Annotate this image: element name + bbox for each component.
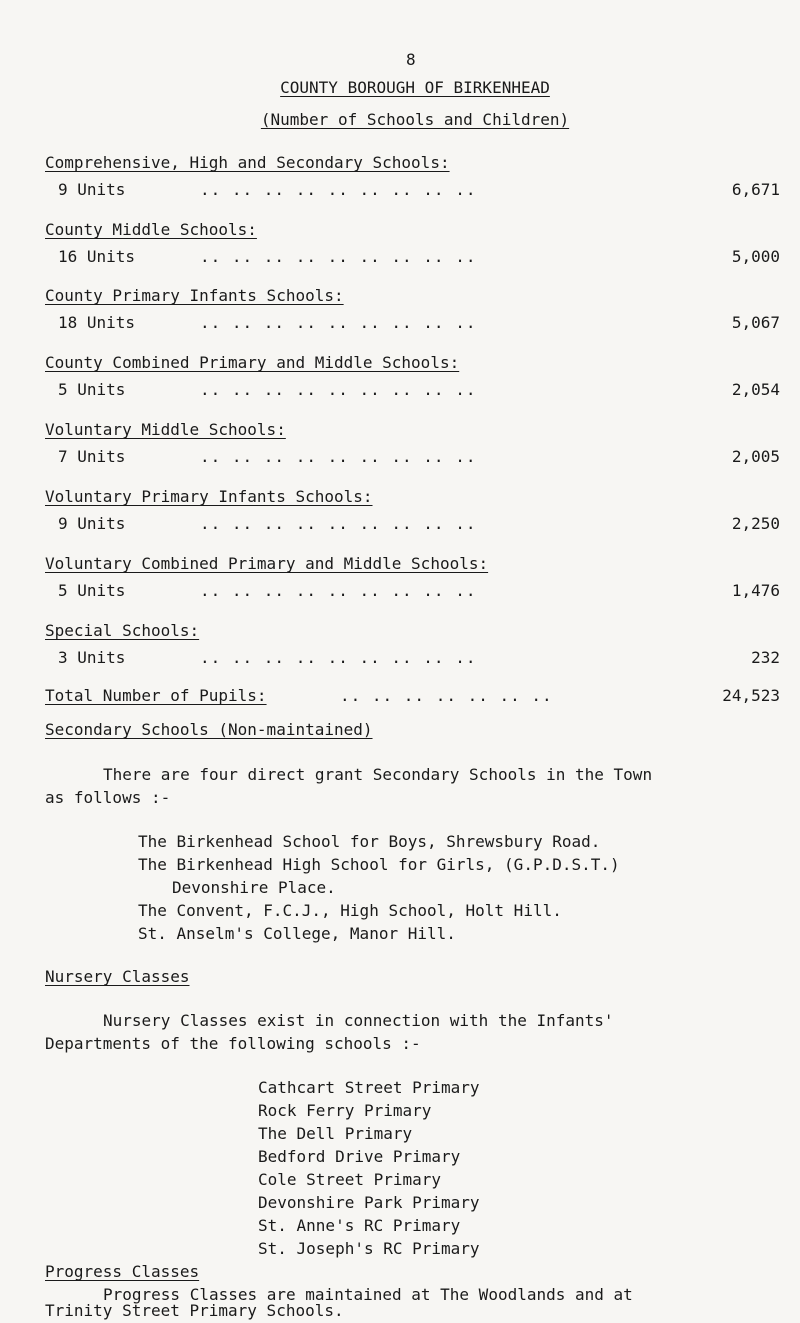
page-number: 8 <box>406 50 416 69</box>
units-count: 16 Units <box>58 247 136 266</box>
category-row <box>58 247 780 269</box>
category-heading: County Combined Primary and Middle Schools: <box>45 353 460 372</box>
pupil-count: 6,671 <box>731 180 780 199</box>
leader-dots: .. .. .. .. .. .. .. <box>340 686 553 705</box>
document-title: COUNTY BOROUGH OF BIRKENHEAD <box>280 78 550 97</box>
progress-text-line: Progress Classes are maintained at The Woodlands and at <box>103 1285 633 1304</box>
section-heading-progress: Progress Classes <box>45 1262 200 1281</box>
secondary-intro-line: There are four direct grant Secondary Schools in the Town <box>103 765 653 784</box>
leader-dots: .. .. .. .. .. .. .. .. .. <box>200 247 477 266</box>
school-item: The Birkenhead High School for Girls, (G.P.D.S.T.) <box>138 855 620 874</box>
category-row <box>58 313 780 335</box>
nursery-school-item: Cole Street Primary <box>258 1170 442 1189</box>
pupil-count: 5,067 <box>731 313 780 332</box>
nursery-intro-line: Departments of the following schools :- <box>45 1034 421 1053</box>
leader-dots: .. .. .. .. .. .. .. .. .. <box>200 581 477 600</box>
units-count: 5 Units <box>58 380 126 399</box>
leader-dots: .. .. .. .. .. .. .. .. .. <box>200 447 477 466</box>
pupil-count: 2,005 <box>731 447 780 466</box>
category-heading: Comprehensive, High and Secondary Schools: <box>45 153 450 172</box>
category-row <box>58 581 780 603</box>
category-heading: County Primary Infants Schools: <box>45 286 344 305</box>
nursery-school-item: St. Anne's RC Primary <box>258 1216 461 1235</box>
leader-dots: .. .. .. .. .. .. .. .. .. <box>200 313 477 332</box>
category-heading: Voluntary Middle Schools: <box>45 420 286 439</box>
units-count: 9 Units <box>58 514 126 533</box>
nursery-school-item: Bedford Drive Primary <box>258 1147 461 1166</box>
progress-text-line: Trinity Street Primary Schools. <box>45 1301 344 1320</box>
school-item: The Convent, F.C.J., High School, Holt Hill. <box>138 901 562 920</box>
leader-dots: .. .. .. .. .. .. .. .. .. <box>200 380 477 399</box>
units-count: 9 Units <box>58 180 126 199</box>
total-label: Total Number of Pupils: <box>45 686 267 705</box>
pupil-count: 2,054 <box>731 380 780 399</box>
section-heading-secondary: Secondary Schools (Non-maintained) <box>45 720 373 739</box>
category-row <box>58 648 780 670</box>
category-row <box>58 180 780 202</box>
section-heading-nursery: Nursery Classes <box>45 967 190 986</box>
secondary-intro-line: as follows :- <box>45 788 171 807</box>
category-heading: Voluntary Primary Infants Schools: <box>45 487 373 506</box>
school-item: St. Anselm's College, Manor Hill. <box>138 924 456 943</box>
pupil-count: 1,476 <box>731 581 780 600</box>
category-heading: County Middle Schools: <box>45 220 257 239</box>
category-row <box>58 514 780 536</box>
units-count: 5 Units <box>58 581 126 600</box>
leader-dots: .. .. .. .. .. .. .. .. .. <box>200 648 477 667</box>
nursery-school-item: Devonshire Park Primary <box>258 1193 480 1212</box>
units-count: 3 Units <box>58 648 126 667</box>
leader-dots: .. .. .. .. .. .. .. .. .. <box>200 514 477 533</box>
units-count: 7 Units <box>58 447 126 466</box>
category-heading: Special Schools: <box>45 621 200 640</box>
units-count: 18 Units <box>58 313 136 332</box>
category-row <box>58 447 780 469</box>
category-row <box>58 380 780 402</box>
nursery-school-item: Cathcart Street Primary <box>258 1078 480 1097</box>
pupil-count: 2,250 <box>731 514 780 533</box>
category-heading: Voluntary Combined Primary and Middle Schools: <box>45 554 489 573</box>
leader-dots: .. .. .. .. .. .. .. .. .. <box>200 180 477 199</box>
school-item: The Birkenhead School for Boys, Shrewsbury Road. <box>138 832 601 851</box>
nursery-school-item: The Dell Primary <box>258 1124 413 1143</box>
school-item-continued: Devonshire Place. <box>172 878 336 897</box>
total-value: 24,523 <box>722 686 780 705</box>
nursery-school-item: Rock Ferry Primary <box>258 1101 432 1120</box>
document-subtitle: (Number of Schools and Children) <box>260 110 570 129</box>
total-row <box>45 686 780 708</box>
nursery-school-item: St. Joseph's RC Primary <box>258 1239 480 1258</box>
pupil-count: 232 <box>751 648 780 667</box>
nursery-intro-line: Nursery Classes exist in connection with the Infants' <box>103 1011 614 1030</box>
pupil-count: 5,000 <box>731 247 780 266</box>
